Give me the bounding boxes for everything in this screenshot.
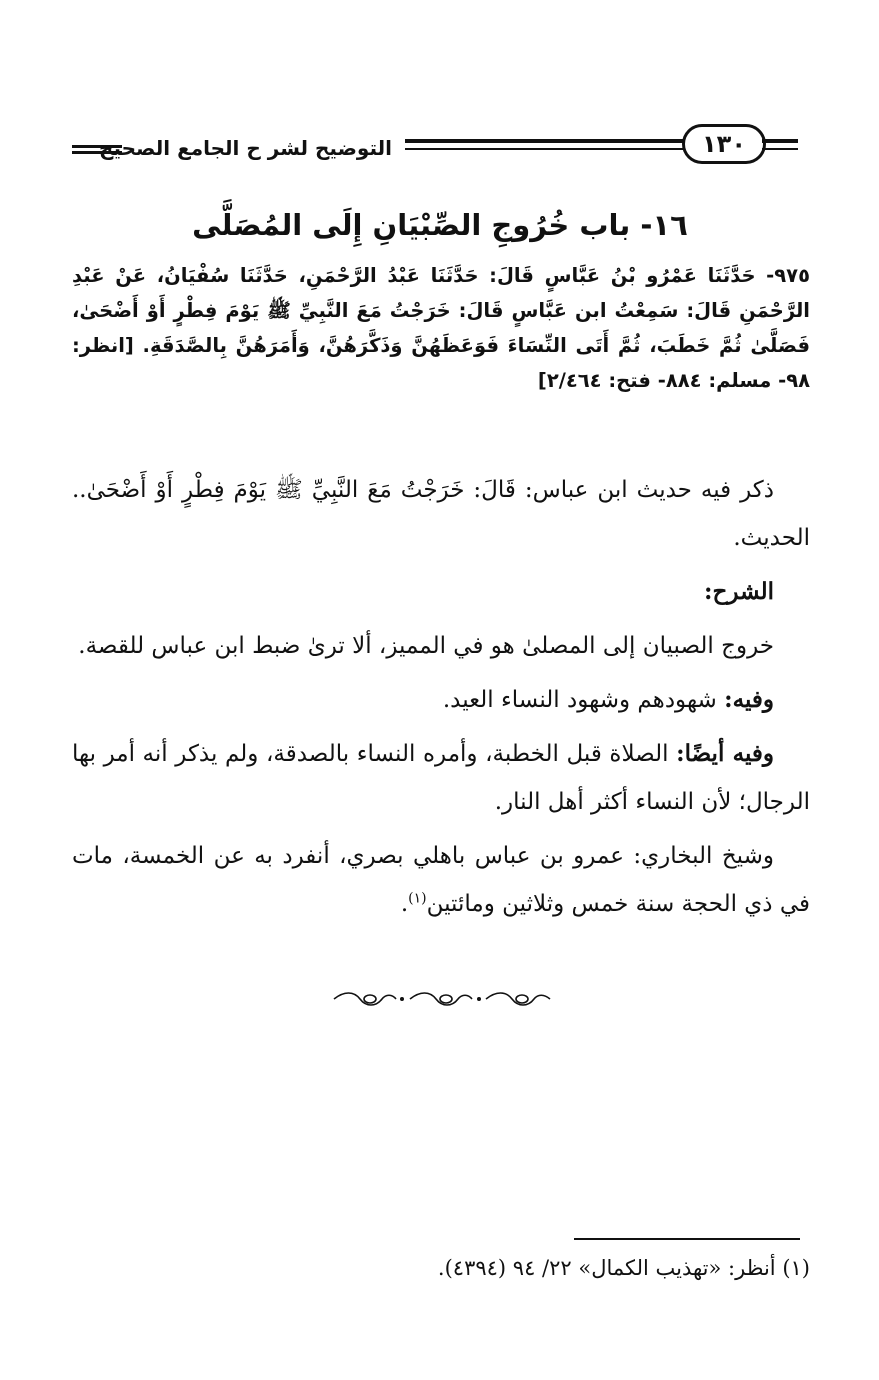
paragraph-2-lead: وفيه:: [724, 686, 774, 713]
paragraph-3-lead: وفيه أيضًا:: [676, 740, 774, 767]
commentary-paragraph-3: [72, 730, 810, 826]
header-right-rule: [762, 139, 798, 150]
commentary-paragraph-1: خروج الصبيان إلى المصلىٰ هو في المميز، ألا ترىٰ ضبط ابن عباس للقصة.: [78, 633, 774, 659]
paragraph-3-text: الصلاة قبل الخطبة، وأمره النساء بالصدقة، ولم يذكر أنه أمر بها الرجال؛ لأن النساء أكثر أهل النار.: [72, 741, 810, 815]
commentary: [72, 466, 810, 934]
hadith-text: ٩٧٥- حَدَّثَنَا عَمْرُو بْنُ عَبَّاسٍ قَالَ: حَدَّثَنَا عَبْدُ الرَّحْمَنِ، حَدَّثَنَا سُفْيَانُ، عَنْ عَبْدِ الرَّحْمَنِ قَالَ: سَمِعْتُ ابن عَبَّاسٍ قَالَ: خَرَجْتُ مَعَ النَّبِيِّ ﷺ يَوْمَ فِطْرٍ أَوْ أَضْحَىٰ، فَصَلَّىٰ ثُمَّ خَطَبَ، ثُمَّ أَتَى النِّسَاءَ فَوَعَظَهُنَّ وَذَكَّرَهُنَّ، وَأَمَرَهُنَّ بِالصَّدَقَةِ. [انظر: ٩٨- مسلم: ٨٨٤- فتح: ٢/٤٦٤]: [72, 264, 810, 392]
page-number: ١٣٠: [682, 124, 766, 164]
sharh-heading: الشرح:: [704, 578, 774, 605]
paragraph-4-end: .: [400, 891, 409, 917]
paragraph-4-text: وشيخ البخاري: عمرو بن عباس باهلي بصري، أنفرد به عن الخمسة، مات في ذي الحجة سنة خمس وثلاثين ومائتين: [72, 843, 810, 917]
header-middle-rule: [405, 139, 683, 150]
chapter-heading: ١٦- باب خُرُوجِ الصِّبْيَانِ إِلَى المُصَلَّى: [192, 208, 688, 242]
ornament-divider: [330, 988, 555, 1010]
footnote-number: (١): [782, 1256, 810, 1280]
footnote-text: أنظر: «تهذيب الكمال» ٢٢/ ٩٤ (٤٣٩٤).: [437, 1256, 776, 1280]
paragraph-2-text: شهودهم وشهود النساء العيد.: [442, 687, 725, 713]
footnote: [72, 1250, 810, 1286]
footnote-rule: [574, 1238, 800, 1240]
commentary-intro: ذكر فيه حديث ابن عباس: قَالَ: خَرَجْتُ مَعَ النَّبِيِّ ﷺ يَوْمَ فِطْرٍ أَوْ أَضْحَىٰ.. الحديث.: [72, 477, 810, 551]
footnote-reference[interactable]: (١): [408, 890, 427, 907]
commentary-paragraph-2: [72, 676, 810, 724]
commentary-paragraph-4: [72, 832, 810, 928]
book-page: التوضيح لشر ح الجامع الصحيح ١٣٠ ١٦- باب خُرُوجِ الصِّبْيَانِ إِلَى المُصَلَّى ٩٧٥- حَدَّثَنَا عَمْرُو بْنُ عَبَّاسٍ قَالَ: حَدَّثَنَا عَبْدُ الرَّحْمَنِ، حَدَّثَنَا سُفْيَانُ، عَنْ عَبْدِ الرَّحْمَنِ قَالَ: سَمِعْتُ ابن عَبَّاسٍ قَالَ: خَرَجْتُ مَعَ النَّبِيِّ ﷺ يَوْمَ فِطْرٍ أَوْ أَضْحَىٰ، فَصَلَّىٰ ثُمَّ خَطَبَ، ثُمَّ أَتَى النِّسَاءَ فَوَعَظَهُنَّ وَذَكَّرَهُنَّ، وَأَمَرَهُنَّ بِالصَّدَقَةِ. [انظر: ٩٨- مسلم: ٨٨٤- فتح: ٢/٤٦٤] ذكر فيه حديث ابن عباس: قَالَ: خَرَجْتُ مَعَ النَّبِيِّ ﷺ يَوْمَ فِطْرٍ أَوْ أَضْحَىٰ.. الحديث. الشرح: خروج الصبيان إلى المصلىٰ هو في المميز، ألا ترىٰ ضبط ابن عباس للقصة. وفيه: شهودهم وشهود النساء العيد. وفيه أيضًا: الصلاة قبل الخطبة، وأمره النساء بالصدقة، ولم يذكر أنه أمر بها الرجال؛ لأن النساء أكثر أهل النار. وشيخ البخاري: عمرو بن عباس باهلي بصري، أنفرد به عن الخمسة، مات في ذي الحجة سنة خمس وثلاثين ومائتين$^{(١)}$. (١) أنظر: «تهذيب الكمال» ٢٢/ ٩٤ (٤٣٩٤).: [0, 0, 879, 1380]
